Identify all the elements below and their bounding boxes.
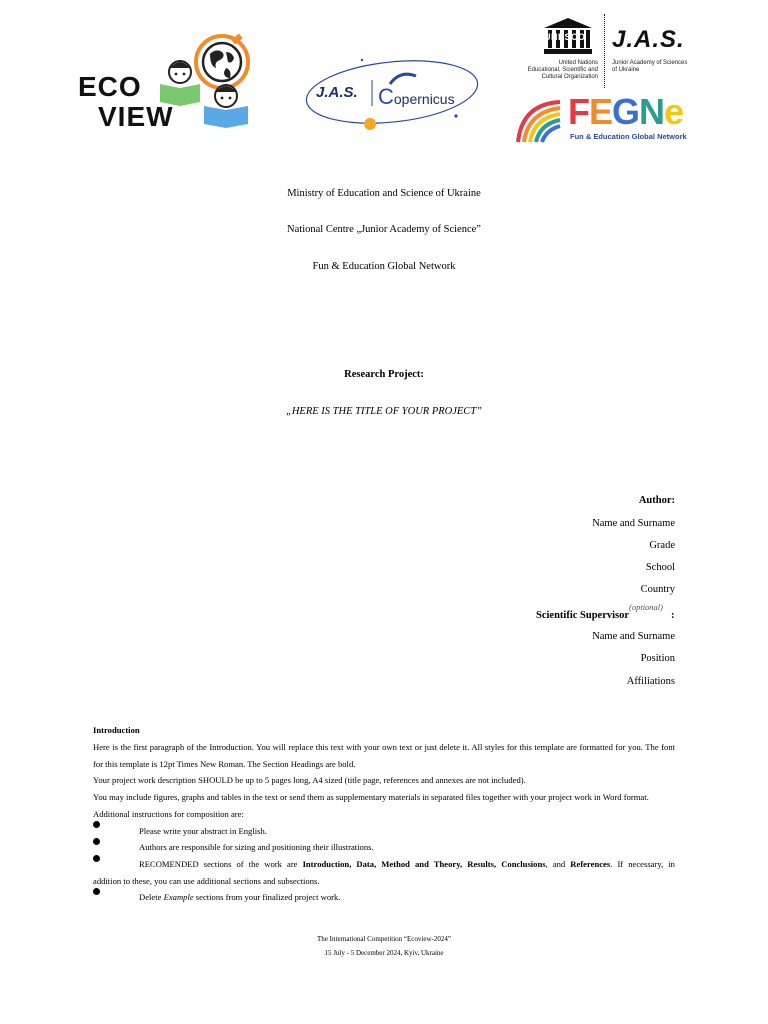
ecoview-logo (78, 32, 250, 132)
fegne-logo (514, 91, 704, 144)
unesco-jas-logo (516, 12, 704, 88)
supervisor-name: Name and Surname (592, 631, 675, 642)
author-school: School (645, 562, 675, 573)
unesco-word: UNESCO (544, 32, 586, 42)
intro-paragraph-3: You may include figures, graphs and tables in the text or send them as supplementary materials in separated files together with your project work in Word format. (93, 792, 649, 802)
author-country: Country (640, 584, 675, 595)
ministry-line: Ministry of Education and Science of Ukraine (287, 188, 481, 199)
network-line: Fun & Education Global Network (312, 261, 456, 272)
bullet-4-pre: Delete (139, 892, 164, 902)
jas-copernicus-jas: J.A.S. (316, 84, 358, 101)
bullet-3-sections: Introduction, Data, Method and Theory, Results, Conclusions (302, 859, 546, 869)
fegne-letter-e: E (589, 91, 613, 132)
bullet-3-references: References (570, 859, 611, 869)
intro-paragraph-2: Your project work description SHOULD be up to 5 pages long, A4 sized (title page, references and annexes are not included). (93, 775, 526, 785)
bullet-2: Authors are responsible for sizing and positioning their illustrations. (139, 842, 374, 852)
supervisor-affiliations: Affiliations (626, 676, 675, 687)
bullet-3-continuation: addition to these, you can use additional sections and subsections. (93, 876, 320, 886)
jas-name (612, 60, 687, 74)
unesco-name-line3: Cultural Organization (541, 74, 598, 80)
fegne-letter-e2: e (664, 91, 684, 132)
supervisor-label: Scientific Supervisor (536, 610, 630, 621)
bullet-dot-1 (93, 821, 100, 828)
bullet-1: Please write your abstract in English. (139, 826, 267, 836)
jas-copernicus-logo (304, 54, 480, 134)
jas-copernicus-word (378, 84, 455, 110)
jas-name-line1: Junior Academy of Sciences (612, 60, 688, 66)
project-title: „HERE IS THE TITLE OF YOUR PROJECT” (285, 406, 482, 417)
supervisor-position: Position (640, 653, 675, 664)
supervisor-optional: (optional) (629, 602, 663, 612)
rainbow-swirl-icon (514, 98, 562, 144)
bullet-dot-3 (93, 855, 100, 862)
bullet-3 (139, 856, 675, 873)
bullet-4 (139, 889, 675, 906)
unesco-name-line1: United Nations (558, 60, 598, 66)
copernicus-text: opernicus (393, 91, 455, 107)
globe-kids-icon (152, 32, 252, 130)
supervisor-colon: : (671, 610, 675, 621)
fegne-letter-g: G (612, 91, 640, 132)
introduction-heading: Introduction (93, 725, 140, 735)
unesco-jas-word: J.A.S. (612, 26, 685, 53)
bullet-dot-4 (93, 888, 100, 895)
ecoview-logo-line1: ECO (78, 71, 142, 102)
fegne-letter-n: N (639, 91, 665, 132)
bullet-4-example: Example (163, 892, 194, 902)
bullet-4-post: sections from your finalized project work. (193, 892, 341, 902)
jas-name-line2: of Ukraine (612, 67, 640, 73)
footer-competition: The International Competition “Ecoview-2024” (317, 935, 451, 943)
intro-paragraph-1: Here is the first paragraph of the Introduction. You will replace this text with your own text or just delete it. All styles for this template are formatted for you. The font for this template is 12pt Times New Roman. The Section Headings are bold. (93, 742, 675, 769)
fegne-word (568, 92, 683, 132)
author-label: Author: (638, 495, 675, 506)
bullet-3-pre: RECOMENDED sections of the work are (139, 859, 303, 869)
research-project-label: Research Project: (344, 369, 424, 380)
author-name: Name and Surname (592, 518, 675, 529)
copernicus-c-icon: C (378, 84, 394, 109)
fegne-tagline: Fun & Education Global Network (570, 132, 687, 141)
author-grade: Grade (649, 540, 675, 551)
fegne-letter-f: F (568, 91, 589, 132)
bullet-3-mid: , and (545, 859, 571, 869)
unesco-divider (604, 14, 605, 88)
intro-paragraph-4: Additional instructions for composition are: (93, 809, 244, 819)
bullet-dot-2 (93, 838, 100, 845)
unesco-name (516, 60, 598, 81)
centre-line: National Centre „Junior Academy of Science” (287, 224, 481, 235)
ecoview-logo-line2: VIEW (98, 101, 174, 132)
unesco-name-line2: Educational, Scientific and (527, 67, 598, 73)
bullet-3-post: . If necessary, in (610, 859, 675, 869)
footer-dates: 15 July - 5 December 2024, Kyiv, Ukraine (324, 949, 444, 957)
